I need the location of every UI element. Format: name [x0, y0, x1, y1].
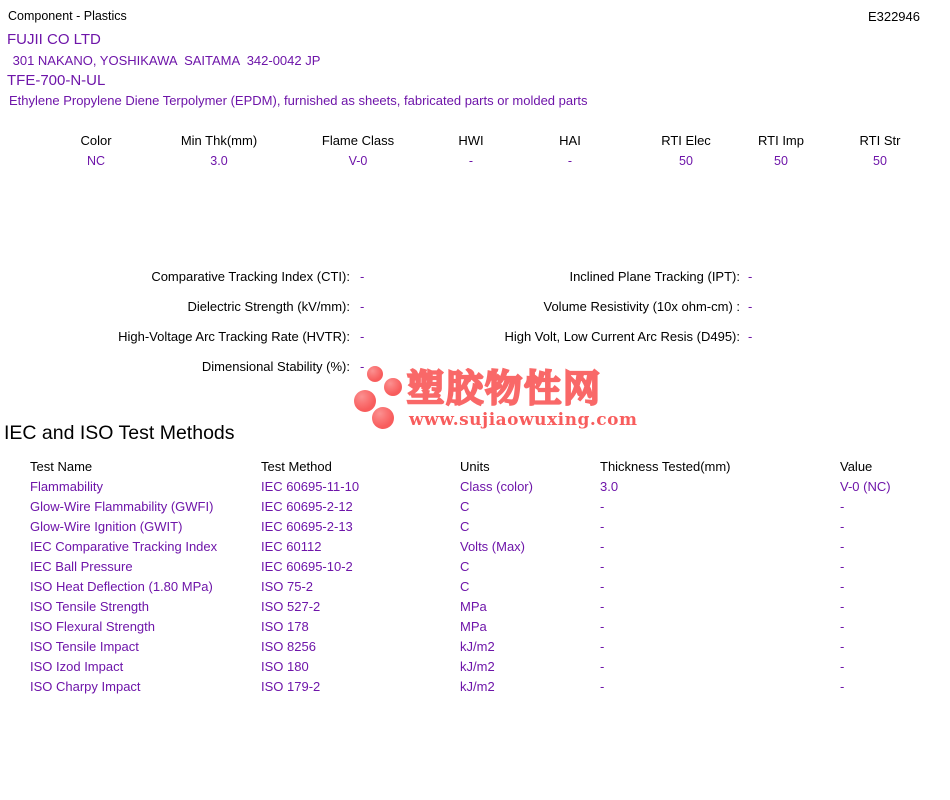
- cell-thickness-tested: -: [600, 539, 605, 554]
- cell-thickness-tested: -: [600, 599, 605, 614]
- table-row: [0, 539, 950, 559]
- cell-test-name: Glow-Wire Ignition (GWIT): [30, 519, 183, 534]
- company-name: FUJII CO LTD: [7, 31, 101, 48]
- cell-test-method: IEC 60695-10-2: [261, 559, 353, 574]
- document-type-label: Component - Plastics: [8, 9, 127, 23]
- cell-thickness-tested: -: [600, 559, 605, 574]
- ul-file-number: E322946: [867, 9, 920, 24]
- cell-units: C: [460, 499, 470, 514]
- cell-test-name: ISO Heat Deflection (1.80 MPa): [30, 579, 213, 594]
- cell-test-name: Flammability: [30, 479, 103, 494]
- column-header-rti-str: RTI Str: [859, 133, 901, 148]
- cell-units: C: [460, 519, 470, 534]
- cell-units: C: [460, 579, 470, 594]
- column-header-hai: HAI: [559, 133, 581, 148]
- cell-thickness-tested: -: [600, 679, 605, 694]
- value-min-thk: 3.0: [210, 154, 228, 168]
- column-header-color: Color: [80, 133, 112, 148]
- cell-value: -: [840, 599, 845, 614]
- cell-test-name: ISO Izod Impact: [30, 659, 124, 674]
- cell-test-name: ISO Charpy Impact: [30, 679, 141, 694]
- cell-test-name: ISO Tensile Strength: [30, 599, 149, 614]
- cell-units: Volts (Max): [460, 539, 526, 554]
- cell-test-method: ISO 8256: [261, 639, 316, 654]
- cell-units: kJ/m2: [460, 659, 495, 674]
- label-d495: High Volt, Low Current Arc Resis (D495):: [504, 329, 740, 344]
- column-header-flame-class: Flame Class: [321, 133, 395, 148]
- value-rti-elec: 50: [679, 154, 693, 168]
- cell-test-method: ISO 75-2: [261, 579, 314, 594]
- value-hai: -: [567, 154, 573, 168]
- value-hvtr: -: [360, 329, 365, 344]
- cell-thickness-tested: -: [600, 639, 605, 654]
- cell-thickness-tested: -: [600, 519, 605, 534]
- cell-value: V-0 (NC): [840, 479, 891, 494]
- cell-thickness-tested: -: [600, 579, 605, 594]
- value-vol-resistivity: -: [748, 299, 753, 314]
- cell-test-name: IEC Ball Pressure: [30, 559, 133, 574]
- table-row: [0, 519, 950, 539]
- cell-value: -: [840, 619, 845, 634]
- table-row: [0, 579, 950, 599]
- cell-test-method: IEC 60695-11-10: [261, 479, 360, 494]
- table-row: [0, 479, 950, 499]
- value-ipt: -: [748, 269, 753, 284]
- column-header-min-thk: Min Thk(mm): [180, 133, 258, 148]
- value-d495: -: [748, 329, 753, 344]
- cell-test-name: Glow-Wire Flammability (GWFI): [30, 499, 214, 514]
- value-rti-imp: 50: [774, 154, 788, 168]
- logo-dot-icon: [384, 378, 402, 396]
- cell-thickness-tested: -: [600, 659, 605, 674]
- column-header-thickness: Thickness Tested(mm): [600, 459, 731, 474]
- cell-units: MPa: [460, 619, 487, 634]
- column-header-hwi: HWI: [458, 133, 484, 148]
- table-row: [0, 499, 950, 519]
- label-dielectric: Dielectric Strength (kV/mm):: [187, 299, 350, 314]
- cell-test-name: IEC Comparative Tracking Index: [30, 539, 218, 554]
- cell-test-method: ISO 178: [261, 619, 309, 634]
- value-rti-str: 50: [873, 154, 887, 168]
- cell-units: MPa: [460, 599, 487, 614]
- label-ipt: Inclined Plane Tracking (IPT):: [569, 269, 740, 284]
- cell-test-name: ISO Flexural Strength: [30, 619, 155, 634]
- cell-thickness-tested: 3.0: [600, 479, 619, 494]
- column-header-value: Value: [840, 459, 873, 474]
- label-vol-resistivity: Volume Resistivity (10x ohm-cm) :: [543, 299, 740, 314]
- column-header-rti-elec: RTI Elec: [661, 133, 711, 148]
- label-dim-stability: Dimensional Stability (%):: [201, 359, 350, 374]
- cell-test-method: ISO 179-2: [261, 679, 321, 694]
- value-dim-stability: -: [360, 359, 365, 374]
- cell-test-method: IEC 60112: [261, 539, 322, 554]
- cell-value: -: [840, 519, 845, 534]
- cell-test-method: IEC 60695-2-13: [261, 519, 353, 534]
- cell-value: -: [840, 659, 845, 674]
- watermark-url: www.sujiaowuxing.com: [409, 410, 638, 430]
- column-header-units: Units: [460, 459, 490, 474]
- cell-units: kJ/m2: [460, 679, 495, 694]
- company-address: 301 NAKANO, YOSHIKAWA SAITAMA 342-0042 JP: [9, 53, 321, 68]
- value-cti: -: [360, 269, 365, 284]
- section-heading-test-methods: IEC and ISO Test Methods: [4, 422, 235, 444]
- cell-test-method: ISO 527-2: [261, 599, 321, 614]
- material-description: Ethylene Propylene Diene Terpolymer (EPDM), furnished as sheets, fabricated parts or molded parts: [9, 93, 588, 108]
- value-color: NC: [86, 154, 106, 168]
- cell-units: Class (color): [460, 479, 533, 494]
- table-row: [0, 639, 950, 659]
- cell-value: -: [840, 539, 845, 554]
- logo-dot-icon: [354, 390, 376, 412]
- cell-value: -: [840, 579, 845, 594]
- cell-test-method: IEC 60695-2-12: [261, 499, 353, 514]
- label-cti: Comparative Tracking Index (CTI):: [151, 269, 350, 284]
- table-row: [0, 619, 950, 639]
- watermark-chinese-text: 塑胶物性网: [407, 368, 602, 409]
- value-dielectric: -: [360, 299, 365, 314]
- cell-units: C: [460, 559, 470, 574]
- cell-units: kJ/m2: [460, 639, 495, 654]
- table-row: [0, 559, 950, 579]
- label-hvtr: High-Voltage Arc Tracking Rate (HVTR):: [118, 329, 350, 344]
- value-flame-class: V-0: [348, 154, 368, 168]
- logo-dot-icon: [372, 407, 394, 429]
- table-row: [0, 659, 950, 679]
- cell-test-method: ISO 180: [261, 659, 309, 674]
- logo-dot-icon: [367, 366, 383, 382]
- column-header-test-method: Test Method: [261, 459, 332, 474]
- cell-value: -: [840, 639, 845, 654]
- cell-test-name: ISO Tensile Impact: [30, 639, 139, 654]
- cell-value: -: [840, 559, 845, 574]
- product-name: TFE-700-N-UL: [7, 72, 106, 89]
- column-header-test-name: Test Name: [30, 459, 93, 474]
- cell-thickness-tested: -: [600, 619, 605, 634]
- value-hwi: -: [468, 154, 474, 168]
- cell-value: -: [840, 679, 845, 694]
- table-row: [0, 599, 950, 619]
- cell-value: -: [840, 499, 845, 514]
- table-row: [0, 679, 950, 699]
- column-header-rti-imp: RTI Imp: [758, 133, 804, 148]
- cell-thickness-tested: -: [600, 499, 605, 514]
